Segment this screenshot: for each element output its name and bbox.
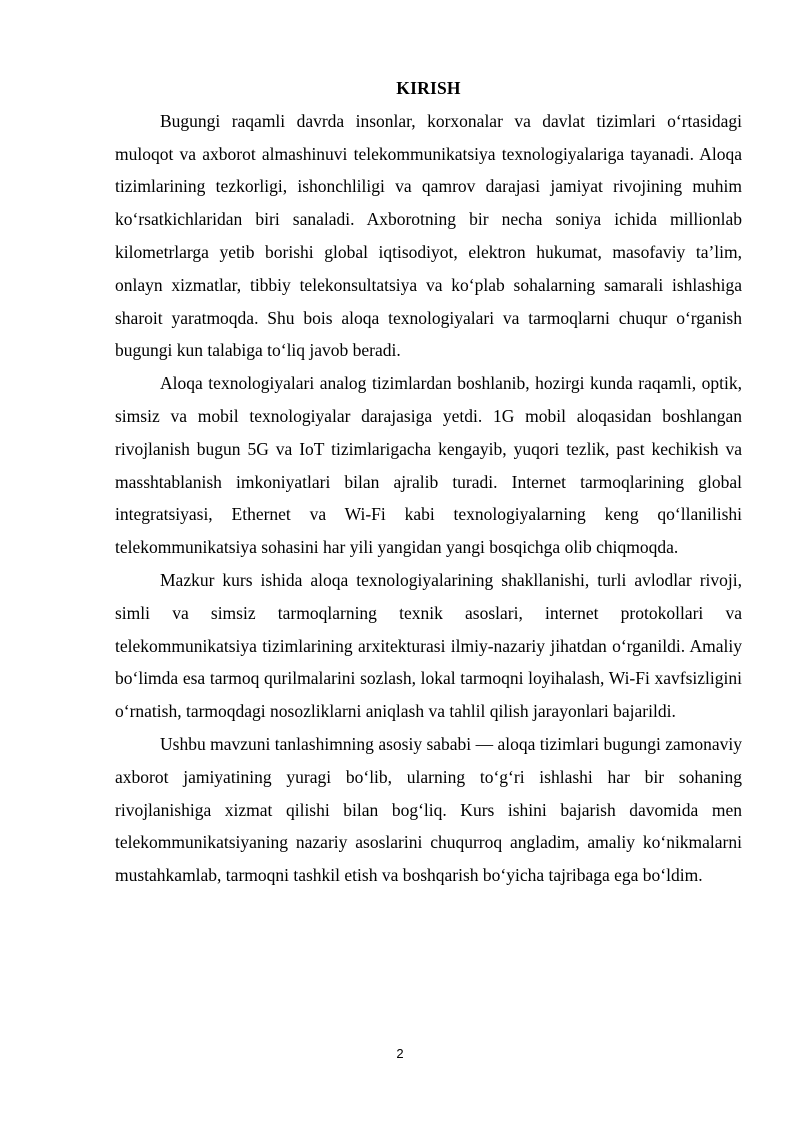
paragraph-4: Ushbu mavzuni tanlashimning asosiy sababi — aloqa tizimlari bugungi zamonaviy axborot jamiyatining yuragi bo‘lib, ularning to‘g‘ri ishlashi har bir sohaning rivojlanishiga xizmat qilishi bilan bog‘liq. Kurs ishini bajarish davomida men telekommunikatsiyaning nazariy asoslarini chuqurroq angladim, amaliy ko‘nikmalarni mustahkamlab, tarmoqni tashkil etish va boshqarish bo‘yicha tajribaga ega bo‘ldim.	[115, 733, 742, 886]
section-title: KIRISH	[396, 78, 461, 98]
paragraph-3: Mazkur kurs ishida aloqa texnologiyalarining shakllanishi, turli avlodlar rivoji, simli va simsiz tarmoqlarning texnik asoslari, internet protokollari va telekommunikatsiya tizimlarining arxitekturasi ilmiy-nazariy jihatdan o‘rganildi. Amaliy bo‘limda esa tarmoq qurilmalarini sozlash, lokal tarmoqni loyihalash, Wi-Fi xavfsizligini o‘rnatish, tarmoqdagi nosozliklarni aniqlash va tahlil qilish jarayonlari bajarildi.	[115, 569, 742, 722]
page-number: 2	[396, 1046, 404, 1061]
paragraph-2: Aloqa texnologiyalari analog tizimlardan boshlanib, hozirgi kunda raqamli, optik, simsiz va mobil texnologiyalar darajasiga yetdi. 1G mobil aloqasidan boshlangan rivojlanish bugun 5G va IoT tizimlarigacha kengayib, yuqori tezlik, past kechikish va masshtablanish imkoniyatlari bilan ajralib turadi. Internet tarmoqlarining global integratsiyasi, Ethernet va Wi-Fi kabi texnologiyalarning keng qo‘llanilishi telekommunikatsiya sohasini har yili yangidan yangi bosqichga olib chiqmoqda.	[115, 373, 742, 558]
page-content	[115, 72, 742, 892]
paragraph-1: Bugungi raqamli davrda insonlar, korxonalar va davlat tizimlari o‘rtasidagi muloqot va axborot almashinuvi telekommunikatsiya texnologiyalariga tayanadi. Aloqa tizimlarining tezkorligi, ishonchliligi va qamrov darajasi jamiyat rivojining muhim ko‘rsatkichlaridan biri sanaladi. Axborotning bir necha soniya ichida millionlab kilometrlarga yetib borishi global iqtisodiyot, elektron hukumat, masofaviy ta’lim, onlayn xizmatlar, tibbiy telekonsultatsiya va ko‘plab sohalarning samarali ishlashiga sharoit yaratmoqda. Shu bois aloqa texnologiyalari va tarmoqlarni chuqur o‘rganish bugungi kun talabiga to‘liq javob beradi.	[115, 110, 742, 361]
